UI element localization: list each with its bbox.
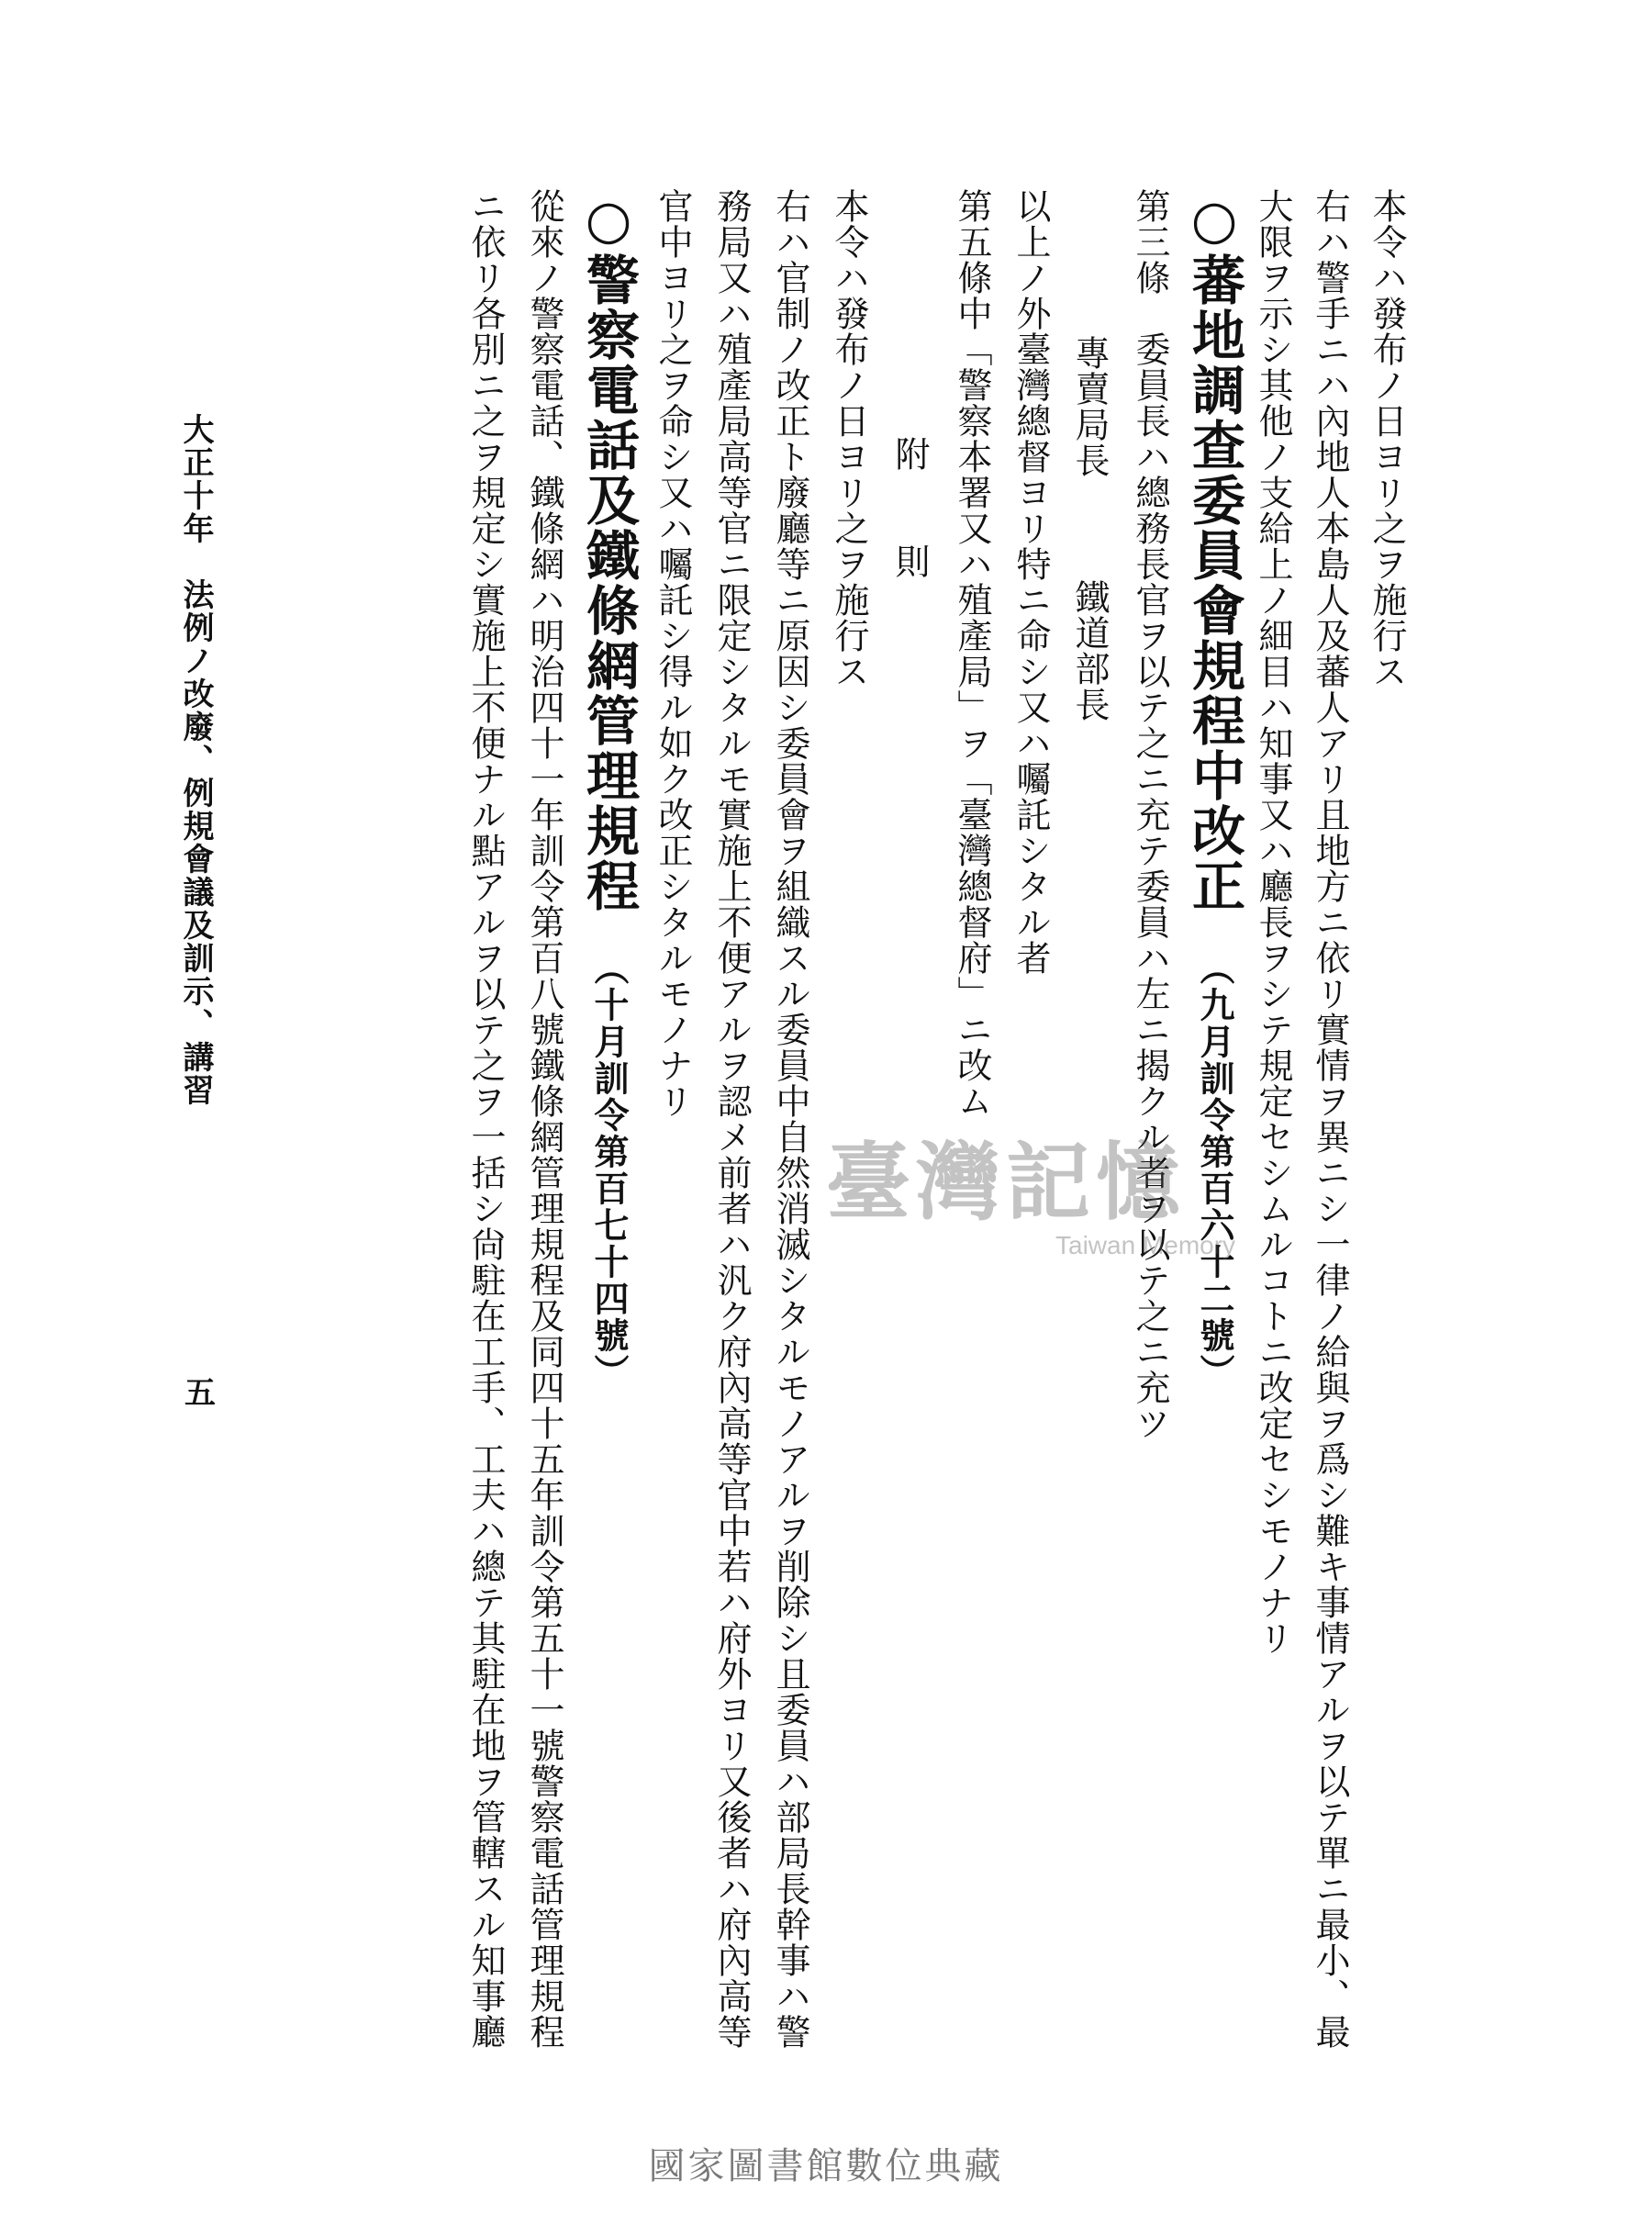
text-column-13: 官中ヨリ之ヲ命シ又ハ囑託シ得ル如ク改正シタルモノナリ <box>653 188 693 1119</box>
text-column-2: 右ハ警手ニハ內地人本島人及蕃人アリ且地方ニ依リ實情ヲ異ニシ一律ノ給與ヲ爲シ難キ事情アルヲ以テ單ニ最小、最 <box>1310 188 1350 2050</box>
text-column-5: 第三條 委員長ハ總務長官ヲ以テ之ニ充テ委員ハ左ニ揭クル者ヲ以テ之ニ充ツ <box>1130 188 1170 1441</box>
section-heading-1 <box>1183 188 1245 1978</box>
running-header: 大正十年 法例ノ改廢、例規會議及訓示、講習 <box>177 413 214 1107</box>
section-heading-1-title: ○蕃地調查委員會規程中改正 <box>1183 188 1245 913</box>
text-column-15: 從來ノ警察電話、鐵條網ハ明治四十一年訓令第百八號鐵條網管理規程及同四十五年訓令第五十一號警察電話管理規程 <box>524 188 564 2050</box>
text-column-12: 務局又ハ殖產局高等官ニ限定シタルモ實施上不便アルヲ認メ前者ハ汎ク府內高等官中若ハ府外ヨリ又後者ハ府內高等 <box>711 188 752 2050</box>
text-column-8: 第五條中「警察本署又ハ殖產局」ヲ「臺灣總督府」ニ改ム <box>952 188 992 1119</box>
page-number: 五 <box>184 1375 216 1412</box>
library-footer: 國家圖書館數位典藏 <box>648 2145 1004 2187</box>
text-column-10: 本令ハ發布ノ日ヨリ之ヲ施行ス <box>829 188 869 689</box>
watermark-cjk: 臺灣記憶 <box>826 1133 1187 1232</box>
text-column-3: 大限ヲ示シ其他ノ支給上ノ細目ハ知事又ハ廳長ヲシテ規定セシムルコトニ改定セシモノナリ <box>1253 188 1293 1656</box>
text-column-16: ニ依リ各別ニ之ヲ規定シ實施上不便ナル點アルヲ以テ之ヲ一括シ尙駐在工手、工夫ハ總テ其駐在地ヲ管轄スル知事廳 <box>465 188 506 2050</box>
section-heading-2-sub: （十月訓令第百七十四號） <box>588 950 630 1391</box>
text-column-7: 以上ノ外臺灣總督ヨリ特ニ命シ又ハ囑託シタル者 <box>1010 188 1051 976</box>
text-column-6-b: 鐵道部長 <box>1069 579 1110 722</box>
watermark <box>826 1115 1267 1262</box>
section-heading-2 <box>577 188 640 1978</box>
section-heading-1-sub: （九月訓令第百六十二號） <box>1194 950 1235 1391</box>
text-column-6-a: 專賣局長 <box>1069 335 1110 478</box>
body-text <box>184 188 1407 2050</box>
text-column-11: 右ハ官制ノ改正ト廢廳等ニ原因シ委員會ヲ組織スル委員中自然消滅シタルモノアルヲ削除シ且委員ハ部局長幹事ハ警 <box>770 188 810 2050</box>
appendix-heading: 附 則 <box>889 436 930 579</box>
text-column-1: 本令ハ發布ノ日ヨリ之ヲ施行ス <box>1367 188 1407 689</box>
section-heading-2-title: ○警察電話及鐵條網管理規程 <box>577 188 640 913</box>
watermark-en: Taiwan Memory <box>1055 1231 1236 1259</box>
